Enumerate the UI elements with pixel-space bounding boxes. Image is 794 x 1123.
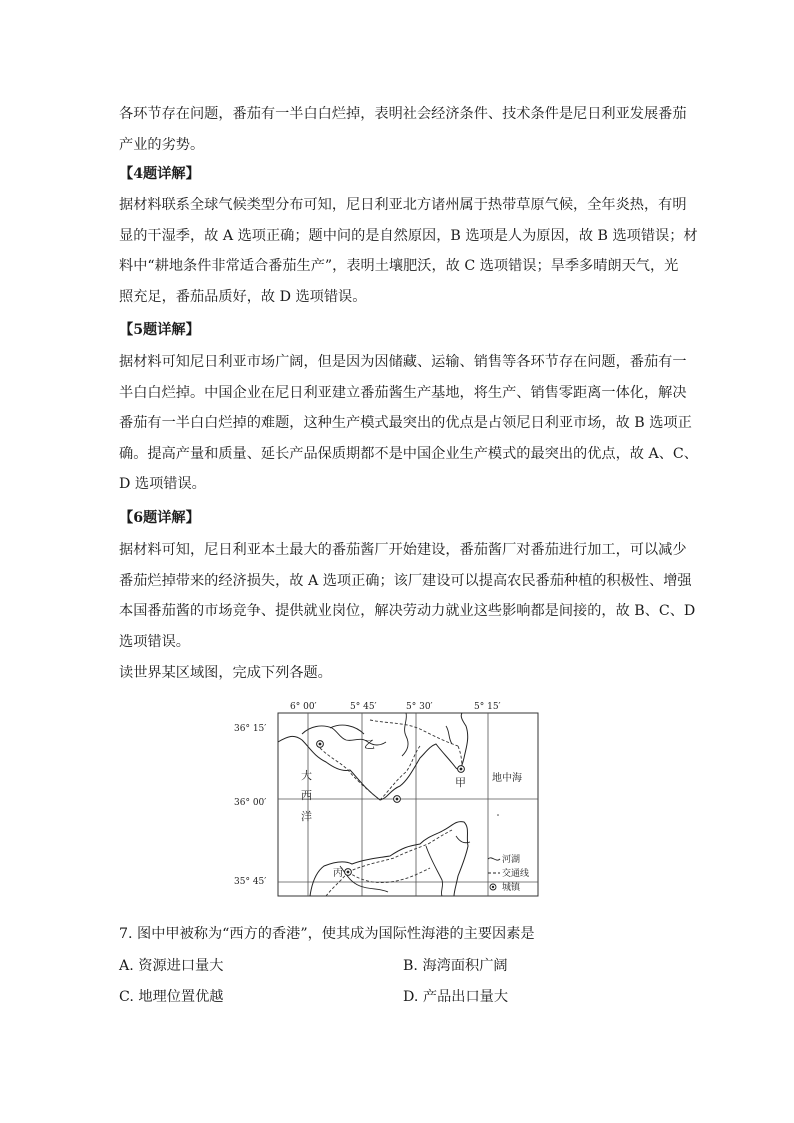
text-line: 半白白烂掉。中国企业在尼日利亚建立番茄酱生产基地，将生产、销售零距离一体化，解决 <box>119 384 687 401</box>
text-line: 据材料联系全球气候类型分布可知，尼日利亚北方诸州属于热带草原气候，全年炎热，有明 <box>119 197 687 213</box>
traffic-line <box>380 746 420 800</box>
text-line: 本国番茄酱的市场竞争、提供就业岗位，解决劳动力就业这些影响都是间接的，故 B、C、D <box>119 603 696 619</box>
lon-label: 5° 30′ <box>406 702 433 712</box>
place-label-yi: 乙 <box>364 738 375 751</box>
town-marker <box>394 796 401 803</box>
traffic-line <box>320 748 380 800</box>
place-label-bing: 丙 <box>333 868 343 879</box>
read-map-instruction: 读世界某区域图，完成下列各题。 <box>119 665 332 681</box>
text-line: 显的干湿季，故 A 选项正确；题中问的是自然原因，B 选项是人为原因，故 B 选项错误；材 <box>119 227 698 244</box>
ocean-label: 洋 <box>301 810 312 823</box>
q5-heading: 【5题详解】 <box>119 322 200 338</box>
q4-heading: 【4题详解】 <box>119 166 200 182</box>
sea-dot <box>497 814 499 816</box>
text-line: 据材料可知，尼日利亚本土最大的番茄酱厂开始建设，番茄酱厂对番茄进行加工，可以减少 <box>119 542 687 558</box>
q7-option-c: C. 地理位置优越 <box>119 989 224 1005</box>
q7-option-a: A. 资源进口量大 <box>119 958 224 974</box>
text-line: 确。提高产量和质量、延长产品保质期都不是中国企业生产模式的最突出的优点，故 A、C、 <box>119 445 698 462</box>
text-line: 各环节存在问题，番茄有一半白白烂掉，表明社会经济条件、技术条件是尼日利亚发展番茄 <box>119 106 687 122</box>
coastline-north <box>278 713 468 800</box>
legend-label-traffic: 交通线 <box>502 869 530 879</box>
q4-explanation <box>119 190 698 312</box>
traffic-line <box>348 830 452 872</box>
text-line: 番茄有一半白白烂掉的难题，这种生产模式最突出的优点是占领尼日利亚市场，故 B 选项正 <box>119 415 692 431</box>
lon-label: 5° 15′ <box>474 702 501 712</box>
legend-label-town: 城镇 <box>502 883 521 893</box>
legend-label-river: 河湖 <box>502 855 521 865</box>
lat-label: 36° 00′ <box>234 798 267 808</box>
text-line: 番茄烂掉带来的经济损失，故 A 选项正确；该厂建设可以提高农民番茄种植的积极性、增强 <box>119 572 692 589</box>
region-map <box>230 696 550 900</box>
text-line: 照充足，番茄品质好，故 D 选项错误。 <box>119 288 367 305</box>
river <box>426 846 443 896</box>
lat-label: 35° 45′ <box>234 877 267 887</box>
text-line: D 选项错误。 <box>119 476 206 492</box>
text-line: 据材料可知尼日利亚市场广阔，但是因为因储藏、运输、销售等各环节存在问题，番茄有一 <box>119 354 687 370</box>
q6-explanation <box>119 535 696 657</box>
lon-label: 5° 45′ <box>350 702 377 712</box>
sea-label: 地中海 <box>492 773 522 784</box>
map-legend <box>488 853 529 893</box>
q7-option-d: D. 产品出口量大 <box>403 989 509 1005</box>
ocean-label: 西 <box>301 789 312 802</box>
town-marker-jia <box>458 766 465 773</box>
traffic-line <box>370 720 458 746</box>
lat-label: 36° 15′ <box>234 724 267 734</box>
q6-heading: 【6题详解】 <box>119 510 200 526</box>
text-line: 选项错误。 <box>119 633 190 650</box>
text-line: 产业的劣势。 <box>119 136 205 153</box>
coastline-south <box>310 822 468 896</box>
place-label-jia: 甲 <box>455 776 466 789</box>
lon-label: 6° 00′ <box>290 702 317 712</box>
ocean-label: 大 <box>301 769 312 782</box>
q7-option-b: B. 海湾面积广阔 <box>403 958 508 974</box>
q5-explanation <box>119 347 698 500</box>
river <box>402 713 408 756</box>
town-marker-bing <box>345 869 352 876</box>
traffic-line <box>348 868 430 883</box>
intro-paragraph <box>119 99 687 160</box>
text-line: 料中“耕地条件非常适合番茄生产”，表明土壤肥沃，故 C 选项错误；旱季多晴朗天气，光 <box>119 258 679 274</box>
q7-stem: 7. 图中甲被称为“西方的香港”，使其成为国际性海港的主要因素是 <box>119 926 535 942</box>
town-marker <box>317 741 324 748</box>
river <box>330 725 364 734</box>
